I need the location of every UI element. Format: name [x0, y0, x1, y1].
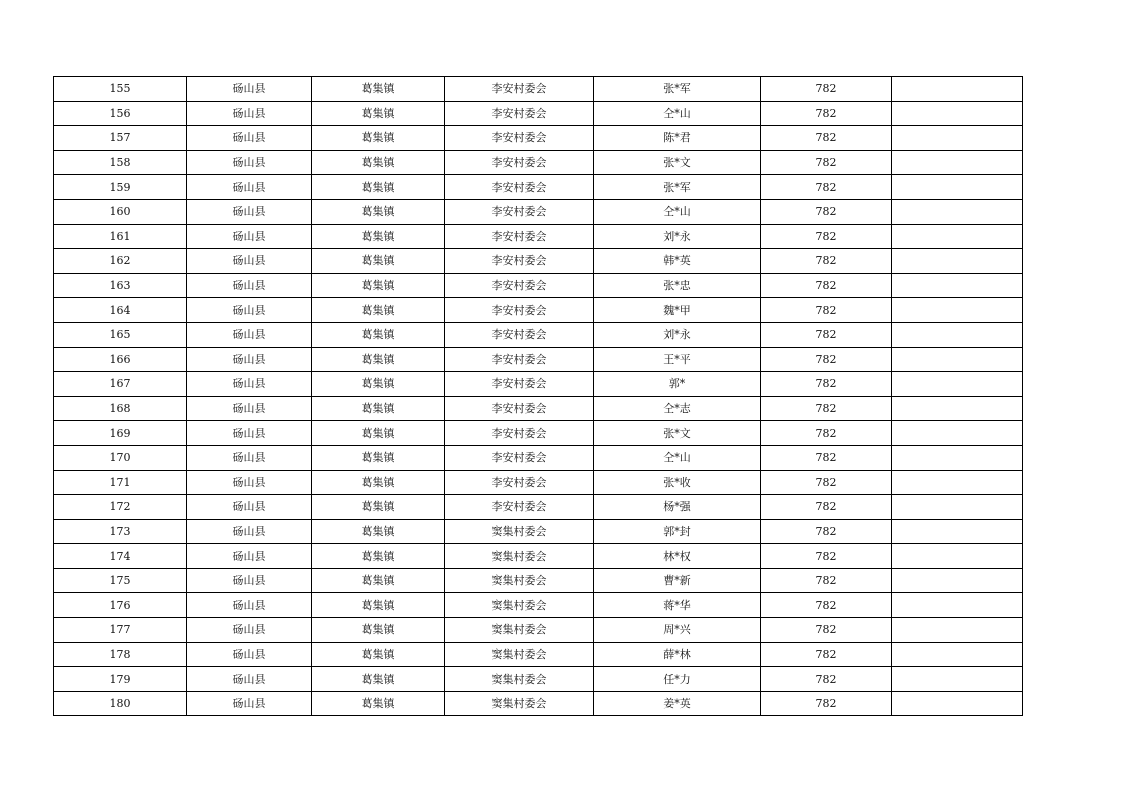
village-committee-cell: 窦集村委会	[445, 642, 594, 667]
village-committee-cell: 李安村委会	[445, 298, 594, 323]
village-committee-cell: 窦集村委会	[445, 568, 594, 593]
table-row	[54, 593, 1023, 618]
name-cell: 周*兴	[594, 618, 761, 643]
name-cell: 仝*山	[594, 445, 761, 470]
village-committee-cell: 李安村委会	[445, 126, 594, 151]
village-committee-cell: 李安村委会	[445, 273, 594, 298]
amount-cell: 782	[761, 667, 892, 692]
remark-cell	[892, 372, 1023, 397]
county-cell: 砀山县	[187, 249, 312, 274]
village-committee-cell: 李安村委会	[445, 322, 594, 347]
county-cell: 砀山县	[187, 593, 312, 618]
index-cell: 177	[54, 618, 187, 643]
table-row	[54, 691, 1023, 716]
village-committee-cell: 窦集村委会	[445, 691, 594, 716]
name-cell: 姜*英	[594, 691, 761, 716]
town-cell: 葛集镇	[312, 421, 445, 446]
county-cell: 砀山县	[187, 396, 312, 421]
amount-cell: 782	[761, 298, 892, 323]
remark-cell	[892, 199, 1023, 224]
table-row	[54, 249, 1023, 274]
village-committee-cell: 李安村委会	[445, 249, 594, 274]
county-cell: 砀山县	[187, 175, 312, 200]
remark-cell	[892, 175, 1023, 200]
data-table	[53, 76, 1023, 716]
table-row	[54, 273, 1023, 298]
county-cell: 砀山县	[187, 298, 312, 323]
remark-cell	[892, 322, 1023, 347]
village-committee-cell: 李安村委会	[445, 445, 594, 470]
remark-cell	[892, 150, 1023, 175]
county-cell: 砀山县	[187, 372, 312, 397]
remark-cell	[892, 224, 1023, 249]
remark-cell	[892, 445, 1023, 470]
village-committee-cell: 李安村委会	[445, 470, 594, 495]
index-cell: 163	[54, 273, 187, 298]
amount-cell: 782	[761, 126, 892, 151]
table-row	[54, 642, 1023, 667]
village-committee-cell: 李安村委会	[445, 175, 594, 200]
village-committee-cell: 李安村委会	[445, 77, 594, 102]
county-cell: 砀山县	[187, 101, 312, 126]
county-cell: 砀山县	[187, 126, 312, 151]
county-cell: 砀山县	[187, 618, 312, 643]
town-cell: 葛集镇	[312, 298, 445, 323]
name-cell: 张*忠	[594, 273, 761, 298]
village-committee-cell: 窦集村委会	[445, 618, 594, 643]
village-committee-cell: 窦集村委会	[445, 519, 594, 544]
town-cell: 葛集镇	[312, 199, 445, 224]
index-cell: 162	[54, 249, 187, 274]
amount-cell: 782	[761, 347, 892, 372]
village-committee-cell: 李安村委会	[445, 495, 594, 520]
amount-cell: 782	[761, 519, 892, 544]
town-cell: 葛集镇	[312, 568, 445, 593]
town-cell: 葛集镇	[312, 667, 445, 692]
county-cell: 砀山县	[187, 322, 312, 347]
amount-cell: 782	[761, 322, 892, 347]
table-row	[54, 298, 1023, 323]
town-cell: 葛集镇	[312, 347, 445, 372]
town-cell: 葛集镇	[312, 77, 445, 102]
town-cell: 葛集镇	[312, 544, 445, 569]
county-cell: 砀山县	[187, 568, 312, 593]
index-cell: 157	[54, 126, 187, 151]
index-cell: 174	[54, 544, 187, 569]
name-cell: 张*军	[594, 175, 761, 200]
town-cell: 葛集镇	[312, 618, 445, 643]
amount-cell: 782	[761, 544, 892, 569]
name-cell: 仝*山	[594, 101, 761, 126]
town-cell: 葛集镇	[312, 396, 445, 421]
index-cell: 166	[54, 347, 187, 372]
remark-cell	[892, 618, 1023, 643]
amount-cell: 782	[761, 618, 892, 643]
remark-cell	[892, 396, 1023, 421]
table-row	[54, 618, 1023, 643]
table-row	[54, 396, 1023, 421]
remark-cell	[892, 519, 1023, 544]
county-cell: 砀山县	[187, 347, 312, 372]
county-cell: 砀山县	[187, 470, 312, 495]
index-cell: 168	[54, 396, 187, 421]
name-cell: 杨*强	[594, 495, 761, 520]
index-cell: 164	[54, 298, 187, 323]
county-cell: 砀山县	[187, 199, 312, 224]
amount-cell: 782	[761, 445, 892, 470]
table-row	[54, 667, 1023, 692]
county-cell: 砀山县	[187, 544, 312, 569]
remark-cell	[892, 101, 1023, 126]
table-row	[54, 126, 1023, 151]
village-committee-cell: 李安村委会	[445, 224, 594, 249]
name-cell: 张*文	[594, 421, 761, 446]
index-cell: 178	[54, 642, 187, 667]
county-cell: 砀山县	[187, 519, 312, 544]
index-cell: 173	[54, 519, 187, 544]
county-cell: 砀山县	[187, 273, 312, 298]
county-cell: 砀山县	[187, 495, 312, 520]
amount-cell: 782	[761, 249, 892, 274]
index-cell: 161	[54, 224, 187, 249]
county-cell: 砀山县	[187, 642, 312, 667]
index-cell: 165	[54, 322, 187, 347]
amount-cell: 782	[761, 568, 892, 593]
index-cell: 176	[54, 593, 187, 618]
amount-cell: 782	[761, 273, 892, 298]
table-row	[54, 224, 1023, 249]
amount-cell: 782	[761, 421, 892, 446]
name-cell: 刘*永	[594, 224, 761, 249]
remark-cell	[892, 691, 1023, 716]
name-cell: 仝*志	[594, 396, 761, 421]
remark-cell	[892, 642, 1023, 667]
index-cell: 160	[54, 199, 187, 224]
remark-cell	[892, 126, 1023, 151]
village-committee-cell: 窦集村委会	[445, 544, 594, 569]
town-cell: 葛集镇	[312, 372, 445, 397]
table-row	[54, 347, 1023, 372]
table-row	[54, 421, 1023, 446]
name-cell: 魏*甲	[594, 298, 761, 323]
name-cell: 郭*	[594, 372, 761, 397]
name-cell: 陈*君	[594, 126, 761, 151]
village-committee-cell: 窦集村委会	[445, 593, 594, 618]
amount-cell: 782	[761, 77, 892, 102]
name-cell: 刘*永	[594, 322, 761, 347]
table-row	[54, 568, 1023, 593]
amount-cell: 782	[761, 372, 892, 397]
remark-cell	[892, 470, 1023, 495]
amount-cell: 782	[761, 199, 892, 224]
table-row	[54, 372, 1023, 397]
remark-cell	[892, 593, 1023, 618]
table-row	[54, 77, 1023, 102]
name-cell: 韩*英	[594, 249, 761, 274]
remark-cell	[892, 495, 1023, 520]
index-cell: 155	[54, 77, 187, 102]
remark-cell	[892, 249, 1023, 274]
index-cell: 172	[54, 495, 187, 520]
town-cell: 葛集镇	[312, 519, 445, 544]
county-cell: 砀山县	[187, 445, 312, 470]
village-committee-cell: 李安村委会	[445, 101, 594, 126]
county-cell: 砀山县	[187, 77, 312, 102]
index-cell: 179	[54, 667, 187, 692]
name-cell: 仝*山	[594, 199, 761, 224]
table-row	[54, 199, 1023, 224]
table-row	[54, 519, 1023, 544]
remark-cell	[892, 77, 1023, 102]
amount-cell: 782	[761, 396, 892, 421]
village-committee-cell: 李安村委会	[445, 199, 594, 224]
name-cell: 郭*封	[594, 519, 761, 544]
table-row	[54, 322, 1023, 347]
index-cell: 159	[54, 175, 187, 200]
village-committee-cell: 窦集村委会	[445, 667, 594, 692]
index-cell: 171	[54, 470, 187, 495]
name-cell: 薛*林	[594, 642, 761, 667]
county-cell: 砀山县	[187, 150, 312, 175]
town-cell: 葛集镇	[312, 691, 445, 716]
town-cell: 葛集镇	[312, 470, 445, 495]
amount-cell: 782	[761, 150, 892, 175]
village-committee-cell: 李安村委会	[445, 396, 594, 421]
remark-cell	[892, 347, 1023, 372]
name-cell: 林*权	[594, 544, 761, 569]
town-cell: 葛集镇	[312, 642, 445, 667]
index-cell: 156	[54, 101, 187, 126]
table-row	[54, 150, 1023, 175]
amount-cell: 782	[761, 691, 892, 716]
remark-cell	[892, 421, 1023, 446]
amount-cell: 782	[761, 495, 892, 520]
name-cell: 张*军	[594, 77, 761, 102]
county-cell: 砀山县	[187, 224, 312, 249]
name-cell: 王*平	[594, 347, 761, 372]
town-cell: 葛集镇	[312, 495, 445, 520]
village-committee-cell: 李安村委会	[445, 347, 594, 372]
remark-cell	[892, 544, 1023, 569]
index-cell: 169	[54, 421, 187, 446]
name-cell: 曹*新	[594, 568, 761, 593]
table-row	[54, 495, 1023, 520]
name-cell: 任*力	[594, 667, 761, 692]
name-cell: 张*收	[594, 470, 761, 495]
village-committee-cell: 李安村委会	[445, 421, 594, 446]
town-cell: 葛集镇	[312, 249, 445, 274]
name-cell: 张*文	[594, 150, 761, 175]
index-cell: 158	[54, 150, 187, 175]
county-cell: 砀山县	[187, 421, 312, 446]
name-cell: 蒋*华	[594, 593, 761, 618]
town-cell: 葛集镇	[312, 593, 445, 618]
amount-cell: 782	[761, 593, 892, 618]
county-cell: 砀山县	[187, 667, 312, 692]
table-row	[54, 445, 1023, 470]
town-cell: 葛集镇	[312, 322, 445, 347]
town-cell: 葛集镇	[312, 445, 445, 470]
amount-cell: 782	[761, 642, 892, 667]
index-cell: 170	[54, 445, 187, 470]
index-cell: 167	[54, 372, 187, 397]
remark-cell	[892, 568, 1023, 593]
table-row	[54, 544, 1023, 569]
village-committee-cell: 李安村委会	[445, 150, 594, 175]
table-row	[54, 101, 1023, 126]
remark-cell	[892, 667, 1023, 692]
index-cell: 175	[54, 568, 187, 593]
town-cell: 葛集镇	[312, 273, 445, 298]
table-row	[54, 175, 1023, 200]
amount-cell: 782	[761, 470, 892, 495]
town-cell: 葛集镇	[312, 150, 445, 175]
remark-cell	[892, 298, 1023, 323]
remark-cell	[892, 273, 1023, 298]
town-cell: 葛集镇	[312, 175, 445, 200]
village-committee-cell: 李安村委会	[445, 372, 594, 397]
amount-cell: 782	[761, 175, 892, 200]
town-cell: 葛集镇	[312, 224, 445, 249]
county-cell: 砀山县	[187, 691, 312, 716]
index-cell: 180	[54, 691, 187, 716]
amount-cell: 782	[761, 101, 892, 126]
table-row	[54, 470, 1023, 495]
amount-cell: 782	[761, 224, 892, 249]
town-cell: 葛集镇	[312, 126, 445, 151]
town-cell: 葛集镇	[312, 101, 445, 126]
table-body	[54, 77, 1023, 716]
